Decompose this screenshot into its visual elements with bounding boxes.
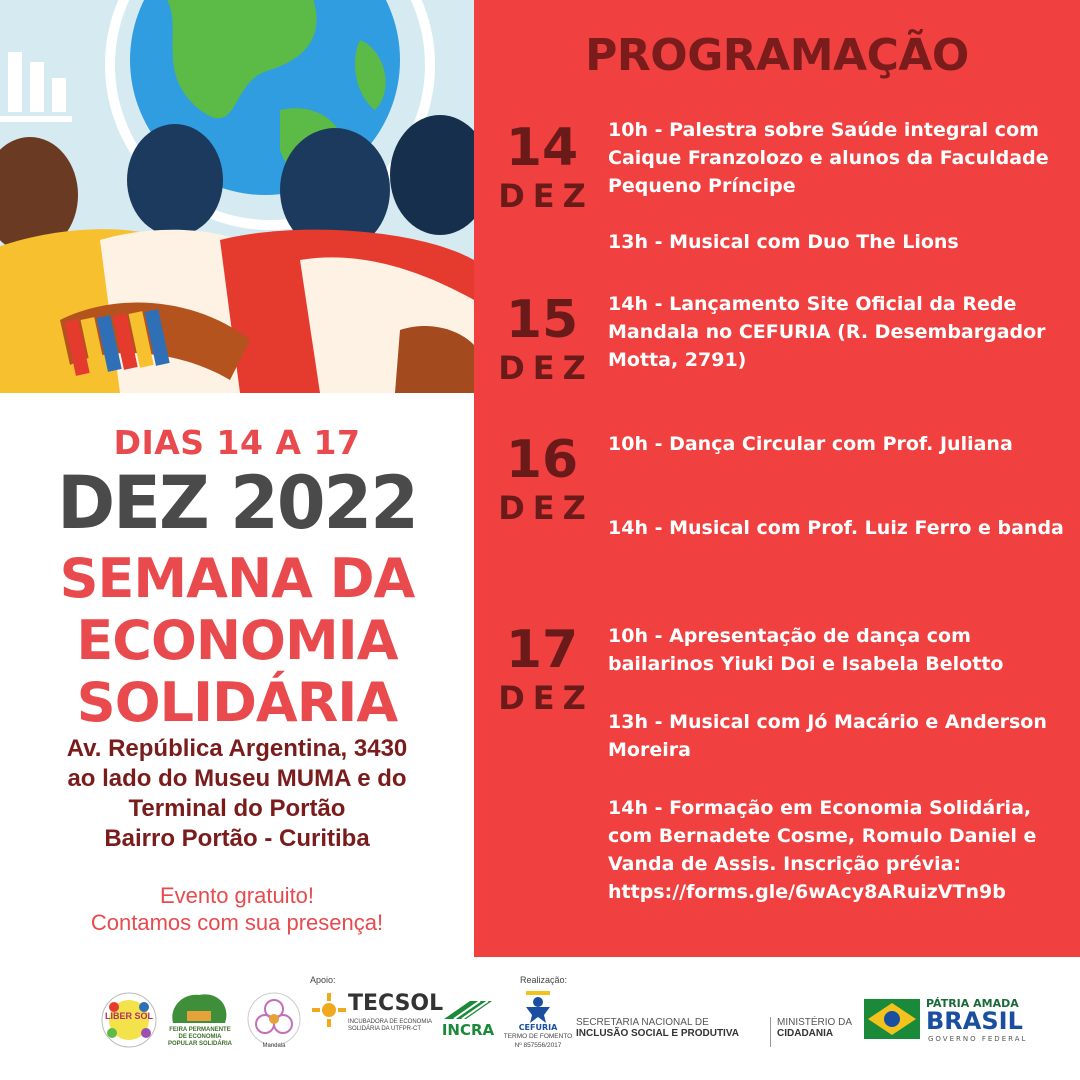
cefuria-text: CEFURIA xyxy=(518,1023,558,1032)
schedule-item: 10h - Palestra sobre Saúde integral com Caique Franzolozo e alunos da Faculdade Pequeno Príncipe xyxy=(608,119,1049,197)
governo-text: GOVERNO FEDERAL xyxy=(928,1035,1028,1043)
hero-illustration xyxy=(0,0,474,393)
day-number: 14 xyxy=(505,118,579,178)
ministerio-line: MINISTÉRIO DA xyxy=(777,1017,853,1028)
schedule-item: 14h - Formação em Economia Solidária, com Bernadete Cosme, Romulo Daniel e Vanda de Assis. Inscrição prévia: https://forms.gle/6wAcy8ARuizVTn9b xyxy=(608,797,1037,903)
schedule-title: PROGRAMAÇÃO xyxy=(585,30,969,81)
event-dates: DIAS 14 A 17 xyxy=(113,423,361,462)
event-month-year: DEZ 2022 xyxy=(57,459,417,547)
brasil-text: BRASIL xyxy=(926,1007,1023,1035)
brasil-logo xyxy=(864,997,1034,1047)
address-line: Terminal do Portão xyxy=(128,795,346,822)
day-badge-16 xyxy=(490,432,594,528)
secretaria-logo xyxy=(576,1017,756,1047)
day-badge-14 xyxy=(490,120,594,216)
day-month: DEZ xyxy=(498,349,594,387)
event-title-line: ECONOMIA xyxy=(76,609,398,672)
event-title xyxy=(0,548,474,734)
feira-logo xyxy=(165,987,235,1053)
schedule-item: 13h - Musical com Duo The Lions xyxy=(608,231,959,253)
schedule-panel xyxy=(474,0,1080,957)
secretaria-line: INCLUSÃO SOCIAL E PRODUTIVA xyxy=(576,1028,739,1039)
libersol-text: LIBER SOL xyxy=(104,1011,153,1021)
ministerio-line: CIDADANIA xyxy=(777,1028,834,1039)
day-badge-15 xyxy=(490,292,594,388)
schedule-item: 14h - Lançamento Site Oficial da Rede Mandala no CEFURIA (R. Desembargador Motta, 2791) xyxy=(608,293,1046,371)
cefuria-logo xyxy=(503,989,573,1069)
day-number: 17 xyxy=(505,620,579,680)
libersol-logo xyxy=(100,989,158,1051)
day-month: DEZ xyxy=(498,489,594,527)
schedule-item: 10h - Dança Circular com Prof. Juliana xyxy=(608,433,1013,455)
day-month: DEZ xyxy=(498,177,594,215)
tecsol-subtitle: INCUBADORA DE ECONOMIA SOLIDÁRIA DA UTFPR-CT xyxy=(348,1019,432,1032)
note-line: Evento gratuito! xyxy=(159,883,315,908)
event-address xyxy=(0,734,474,854)
address-line: Bairro Portão - Curitiba xyxy=(104,825,370,852)
day-month: DEZ xyxy=(498,679,594,717)
sponsor-logos-bar xyxy=(0,957,1080,1080)
schedule-item: 10h - Apresentação de dança com bailarinos Yiuki Doi e Isabela Belotto xyxy=(608,625,1004,675)
ministerio-logo xyxy=(770,1017,856,1047)
termo-label: TERMO DE FOMENTO xyxy=(503,1033,573,1040)
event-title-line: SEMANA DA xyxy=(59,547,415,610)
incra-logo xyxy=(440,997,500,1043)
mandala-text: Mandala xyxy=(262,1043,286,1049)
address-line: Av. República Argentina, 3430 xyxy=(66,735,408,762)
free-event-note xyxy=(0,882,474,936)
secretaria-line: SECRETARIA NACIONAL DE xyxy=(576,1017,709,1028)
tecsol-logo xyxy=(312,991,444,1041)
apoio-label: Apoio: xyxy=(310,975,336,985)
feira-text: FEIRA PERMANENTE DE ECONOMIA POPULAR SOLIDÁRIA xyxy=(167,1027,232,1047)
tecsol-text: TECSOL xyxy=(348,991,444,1016)
day-badge-17 xyxy=(490,622,594,718)
day-number: 16 xyxy=(505,430,579,490)
day-number: 15 xyxy=(505,290,579,350)
patria-text: PÁTRIA AMADA xyxy=(926,997,1019,1010)
schedule-item: 13h - Musical com Jó Macário e Anderson Moreira xyxy=(608,711,1047,761)
termo-number: Nº 857556/2017 xyxy=(514,1042,562,1049)
mandala-logo xyxy=(244,989,304,1051)
address-line: ao lado do Museu MUMA e do xyxy=(67,765,407,792)
incra-text: INCRA xyxy=(441,1021,495,1039)
note-line: Contamos com sua presença! xyxy=(90,910,384,935)
event-title-line: SOLIDÁRIA xyxy=(76,671,398,734)
schedule-item: 14h - Musical com Prof. Luiz Ferro e banda xyxy=(608,517,1064,539)
realizacao-label: Realização: xyxy=(520,975,568,985)
